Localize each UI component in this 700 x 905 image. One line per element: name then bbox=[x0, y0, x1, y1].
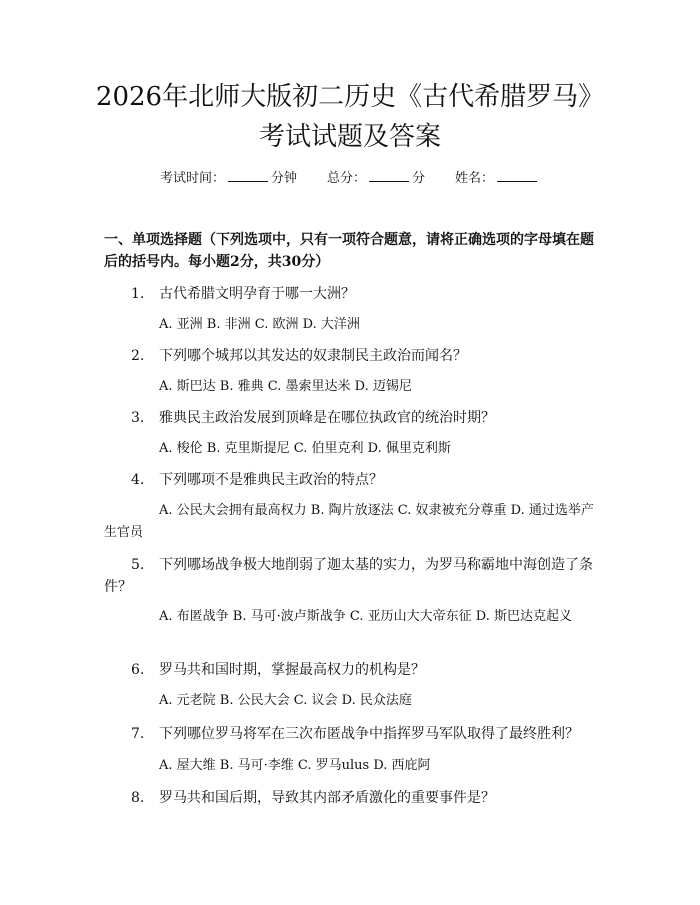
question-2-options bbox=[104, 376, 594, 398]
question-number: 6. bbox=[131, 662, 145, 678]
options-text: A. 公民大会拥有最高权力 B. 陶片放逐法 C. 奴隶被充分尊重 D. 通过选举产生官员 bbox=[104, 503, 594, 540]
question-8 bbox=[104, 787, 594, 809]
time-blank bbox=[228, 168, 268, 182]
exam-title-line2: 考试试题及答案 bbox=[258, 122, 441, 152]
options-text: A. 元老院 B. 公民大会 C. 议会 D. 民众法庭 bbox=[159, 693, 412, 708]
exam-meta bbox=[0, 168, 700, 189]
question-5 bbox=[104, 554, 594, 598]
question-stem: 下列哪个城邦以其发达的奴隶制民主政治而闻名？ bbox=[159, 348, 467, 364]
question-4 bbox=[104, 469, 594, 491]
question-1 bbox=[104, 283, 594, 305]
question-stem: 雅典民主政治发展到顶峰是在哪位执政官的统治时期？ bbox=[159, 410, 495, 426]
question-stem: 下列哪位罗马将军在三次布匿战争中指挥罗马军队取得了最终胜利？ bbox=[159, 726, 579, 742]
question-7 bbox=[104, 723, 594, 745]
options-text: A. 梭伦 B. 克里斯提尼 C. 伯里克利 D. 佩里克利斯 bbox=[159, 441, 451, 456]
question-stem: 古代希腊文明孕育于哪一大洲？ bbox=[159, 286, 355, 302]
options-text: A. 亚洲 B. 非洲 C. 欧洲 D. 大洋洲 bbox=[159, 317, 360, 332]
question-stem: 罗马共和国后期，导致其内部矛盾激化的重要事件是？ bbox=[159, 790, 495, 806]
question-6-options bbox=[104, 690, 594, 712]
score-blank bbox=[369, 168, 409, 182]
question-stem: 罗马共和国时期，掌握最高权力的机构是？ bbox=[159, 662, 425, 678]
section-title: 一、单项选择题（下列选项中，只有一项符合题意，请将正确选项的字母填在题后的括号内。每小题2分，共30分） bbox=[104, 232, 594, 270]
question-4-options bbox=[104, 500, 594, 544]
options-text: A. 布匿战争 B. 马可·波卢斯战争 C. 亚历山大大帝东征 D. 斯巴达克起义 bbox=[159, 609, 572, 624]
question-2 bbox=[104, 345, 594, 367]
question-6 bbox=[104, 659, 594, 681]
question-number: 2. bbox=[131, 348, 145, 364]
question-number: 4. bbox=[131, 472, 145, 488]
question-1-options bbox=[104, 314, 594, 336]
question-stem: 下列哪项不是雅典民主政治的特点？ bbox=[159, 472, 383, 488]
exam-title-line1: 2026年北师大版初二历史《古代希腊罗马》 bbox=[95, 82, 605, 112]
options-text: A. 屋大维 B. 马可·李维 C. 罗马ulus D. 西庇阿 bbox=[159, 758, 431, 773]
score-unit: 分 bbox=[412, 171, 426, 186]
question-3 bbox=[104, 407, 594, 429]
time-unit: 分钟 bbox=[270, 171, 297, 186]
question-3-options bbox=[104, 438, 594, 460]
options-text: A. 斯巴达 B. 雅典 C. 墨索里达米 D. 迈锡尼 bbox=[159, 379, 412, 394]
score-label: 总分： bbox=[326, 171, 366, 186]
question-5-options bbox=[104, 606, 594, 628]
question-7-options bbox=[104, 755, 594, 777]
name-blank bbox=[497, 168, 537, 182]
question-number: 5. bbox=[131, 557, 145, 573]
question-number: 1. bbox=[131, 286, 145, 302]
question-stem: 下列哪场战争极大地削弱了迦太基的实力，为罗马称霸地中海创造了条件？ bbox=[104, 557, 593, 595]
question-number: 8. bbox=[131, 790, 145, 806]
time-label: 考试时间： bbox=[159, 171, 225, 186]
question-number: 7. bbox=[131, 726, 145, 742]
question-number: 3. bbox=[131, 410, 145, 426]
name-label: 姓名： bbox=[455, 171, 495, 186]
